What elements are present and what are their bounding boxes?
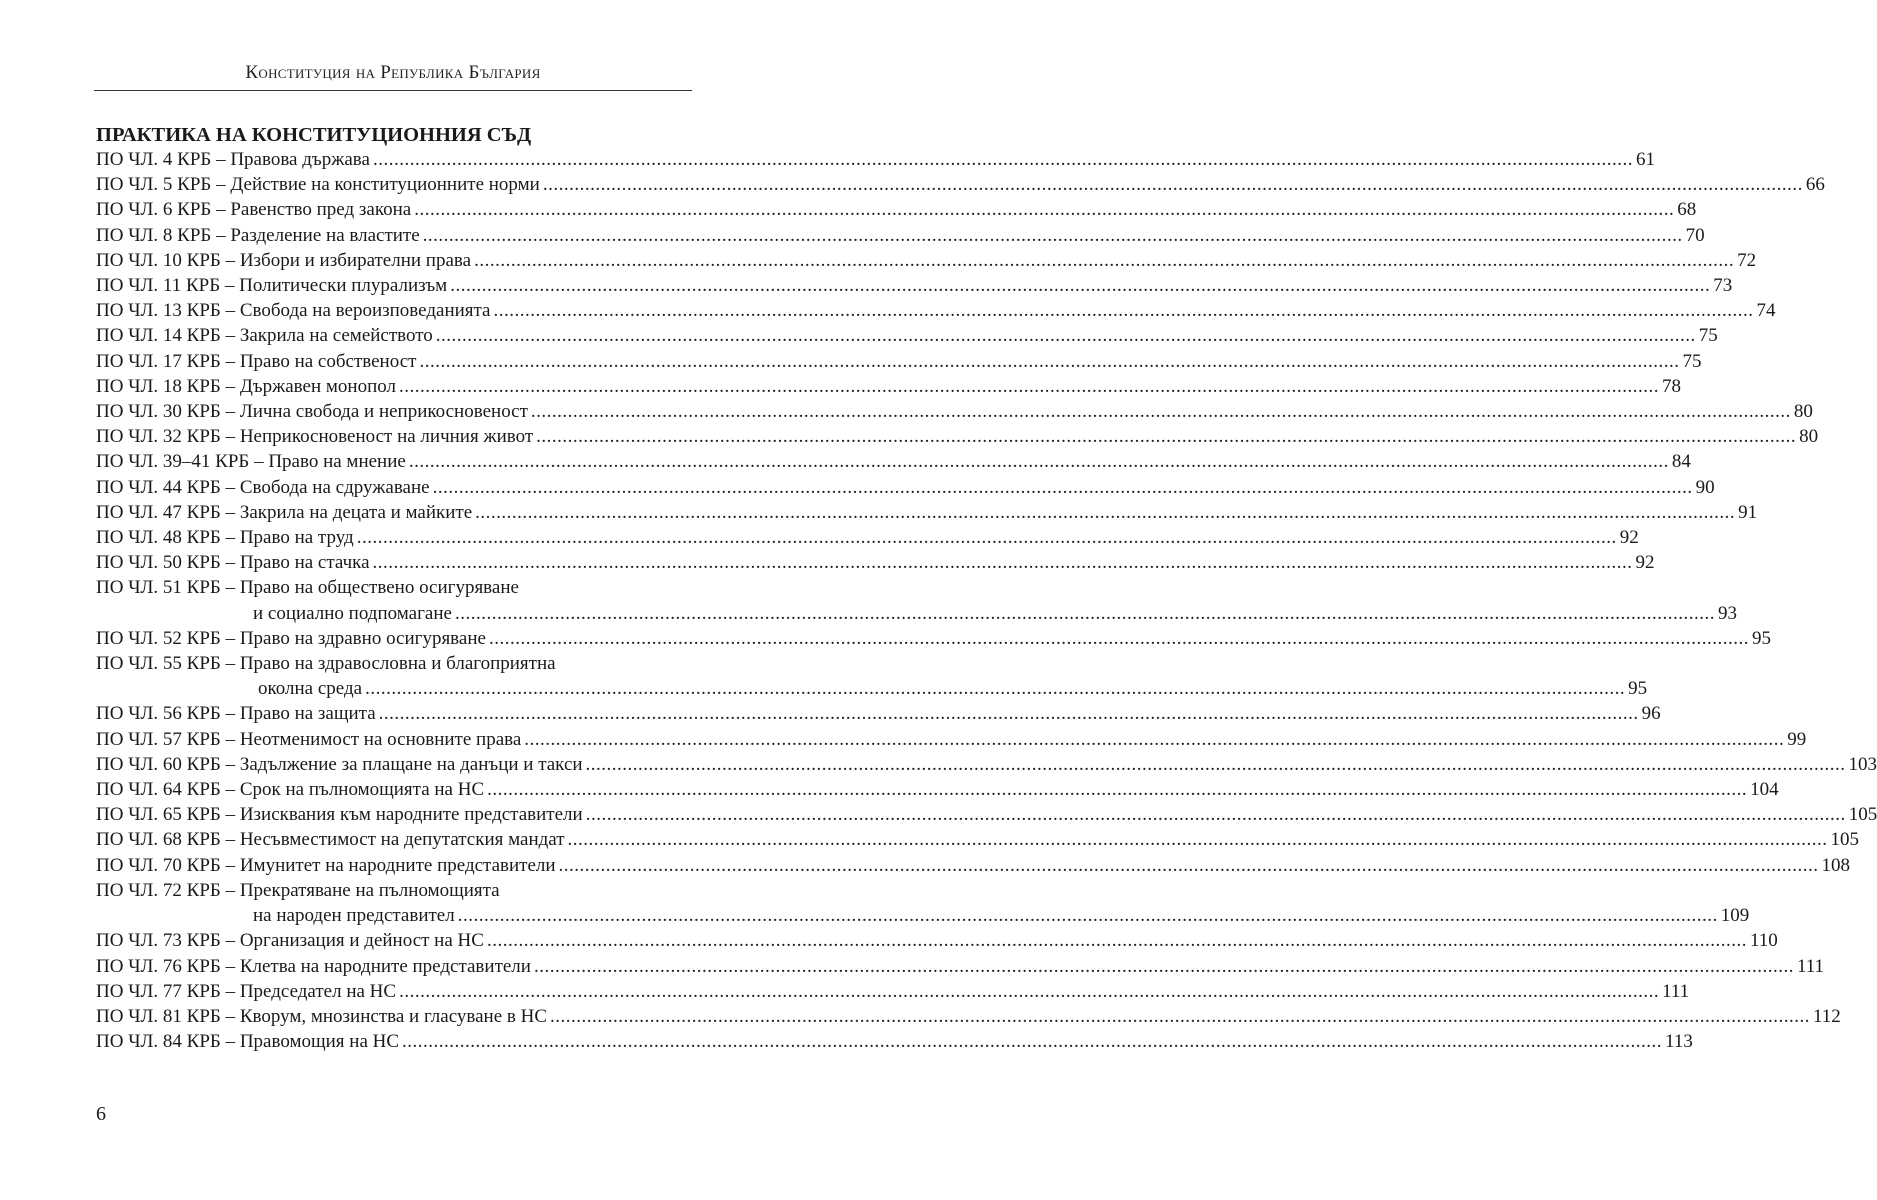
- toc-entry-line: [96, 827, 1860, 852]
- toc-entry-text: ПО ЧЛ. 76 КРБ – Клетва на народните представители: [96, 955, 531, 977]
- toc-entry-line: [96, 525, 1639, 550]
- toc-entry-line: [96, 701, 1661, 726]
- toc-entry: [96, 979, 1690, 1004]
- toc-entry-text: ПО ЧЛ. 6 КРБ – Равенство пред закона: [96, 199, 412, 221]
- toc-entry: [96, 727, 1807, 752]
- toc-entry-page: 75: [1698, 325, 1718, 347]
- toc-entry-line: [96, 727, 1807, 752]
- toc-entry-page: 84: [1671, 451, 1691, 473]
- dot-leader: ................................................................................................................................................................................................................................................: [536, 426, 1797, 448]
- toc-entry-page: 93: [1717, 602, 1737, 624]
- toc-entry: [96, 752, 1877, 777]
- toc-entry-page: 95: [1628, 678, 1648, 700]
- toc-entry-line: [96, 626, 1771, 651]
- toc-entry-page: 111: [1662, 980, 1690, 1002]
- toc-entry-page: 91: [1738, 501, 1758, 523]
- dot-leader: ................................................................................................................................................................................................................................................: [457, 905, 1718, 927]
- toc-entry-page: 68: [1677, 199, 1697, 221]
- dot-leader: ................................................................................................................................................................................................................................................: [533, 955, 1794, 977]
- toc-entry: [96, 273, 1733, 298]
- dot-leader: ................................................................................................................................................................................................................................................: [408, 451, 1669, 473]
- toc-entry-line: [96, 500, 1758, 525]
- toc-entry: [96, 449, 1691, 474]
- toc-entry-line: [96, 248, 1757, 273]
- dot-leader: ................................................................................................................................................................................................................................................: [398, 375, 1659, 397]
- toc-entry-page: 105: [1830, 829, 1860, 851]
- toc-entry-page: 103: [1848, 753, 1877, 775]
- toc-entry-line: [96, 197, 1697, 222]
- dot-leader: ................................................................................................................................................................................................................................................: [435, 325, 1696, 347]
- toc-entry-text: ПО ЧЛ. 47 КРБ – Закрила на децата и майките: [96, 501, 473, 523]
- toc-entry: [96, 525, 1639, 550]
- toc-entry-text: ПО ЧЛ. 13 КРБ – Свобода на вероизповеданията: [96, 300, 491, 322]
- toc-entry-page: 113: [1665, 1031, 1693, 1053]
- toc-entry-text: околна среда: [258, 678, 363, 700]
- toc-entry-text: ПО ЧЛ. 81 КРБ – Кворум, мнозинства и гласуване в НС: [96, 1005, 547, 1027]
- toc-entry-text: ПО ЧЛ. 48 КРБ – Право на труд: [96, 527, 354, 549]
- dot-leader: ................................................................................................................................................................................................................................................: [454, 602, 1715, 624]
- toc-entry-text: ПО ЧЛ. 72 КРБ – Прекратяване на пълномощията: [96, 879, 500, 901]
- toc-entry-text: ПО ЧЛ. 14 КРБ – Закрила на семейството: [96, 325, 433, 347]
- toc-entry-text: ПО ЧЛ. 4 КРБ – Правова държава: [96, 149, 370, 170]
- toc-entry-text: ПО ЧЛ. 44 КРБ – Свобода на сдружаване: [96, 476, 430, 498]
- toc-entry-text: ПО ЧЛ. 50 КРБ – Право на стачка: [96, 552, 370, 574]
- toc-entry-text: ПО ЧЛ. 17 КРБ – Право на собственост: [96, 350, 417, 372]
- toc-entry-text: ПО ЧЛ. 55 КРБ – Право на здравословна и благоприятна: [96, 653, 556, 675]
- toc-entry-text: ПО ЧЛ. 10 КРБ – Избори и избирателни права: [96, 249, 472, 271]
- toc-entry-text: и социално подпомагане: [253, 602, 452, 624]
- toc-entry-line: [96, 853, 1851, 878]
- toc-entry: [96, 575, 1737, 625]
- toc-entry-line: [96, 1029, 1693, 1054]
- toc-entry-text: на народен представител: [253, 905, 455, 927]
- toc-entry-text: ПО ЧЛ. 84 КРБ – Правомощия на НС: [96, 1031, 400, 1053]
- toc-entry-line: [96, 399, 1813, 424]
- toc-entry-text: ПО ЧЛ. 39–41 КРБ – Право на мнение: [96, 451, 406, 473]
- toc-entry-text: ПО ЧЛ. 70 КРБ – Имунитет на народните представители: [96, 854, 556, 876]
- toc-entry-text: ПО ЧЛ. 8 КРБ – Разделение на властите: [96, 224, 420, 246]
- dot-leader: ................................................................................................................................................................................................................................................: [474, 249, 1735, 271]
- toc-entry-line: [96, 550, 1655, 575]
- toc-entry-text: ПО ЧЛ. 73 КРБ – Организация и дейност на НС: [96, 930, 484, 952]
- toc-entry: [96, 651, 1648, 701]
- toc-entry-line: [96, 223, 1705, 248]
- dot-leader: ................................................................................................................................................................................................................................................: [378, 703, 1639, 725]
- toc-entry-line: [96, 928, 1778, 953]
- toc-entry: [96, 626, 1771, 651]
- dot-leader: ................................................................................................................................................................................................................................................: [558, 854, 1819, 876]
- toc-entry-text: ПО ЧЛ. 65 КРБ – Изисквания към народните представители: [96, 804, 583, 826]
- toc-entry-line: [96, 273, 1733, 298]
- toc-entry-text: ПО ЧЛ. 77 КРБ – Председател на НС: [96, 980, 397, 1002]
- toc-entry: [96, 701, 1661, 726]
- toc-entry-text: ПО ЧЛ. 56 КРБ – Право на защита: [96, 703, 376, 725]
- dot-leader: ................................................................................................................................................................................................................................................: [432, 476, 1693, 498]
- dot-leader: ................................................................................................................................................................................................................................................: [567, 829, 1828, 851]
- toc-entry-line: [96, 475, 1715, 500]
- toc-entry-line: [96, 651, 692, 676]
- toc-entry: [96, 374, 1681, 399]
- toc-entry: [96, 954, 1825, 979]
- toc-entry: [96, 827, 1860, 852]
- toc-entry-text: ПО ЧЛ. 51 КРБ – Право на обществено осигуряване: [96, 577, 519, 599]
- toc-entry-page: 110: [1749, 930, 1778, 952]
- running-header: Конституция на Република България: [245, 62, 541, 83]
- toc-entry: [96, 550, 1655, 575]
- toc-entry-line: [96, 1004, 1841, 1029]
- toc-entry-line: [96, 172, 1825, 197]
- toc-entry-page: 96: [1641, 703, 1661, 725]
- toc-entry-line: [96, 424, 1819, 449]
- dot-leader: ................................................................................................................................................................................................................................................: [365, 678, 1626, 700]
- dot-leader: ................................................................................................................................................................................................................................................: [372, 149, 1633, 170]
- page-number: 6: [96, 1103, 106, 1125]
- toc-entry: [96, 298, 1776, 323]
- toc-entry-line: [96, 323, 1718, 348]
- toc-entry-page: 80: [1799, 426, 1819, 448]
- dot-leader: ................................................................................................................................................................................................................................................: [450, 275, 1711, 297]
- toc-entry-page: 74: [1756, 300, 1776, 322]
- toc-entry: [96, 1004, 1841, 1029]
- toc-entry-page: 66: [1805, 174, 1825, 196]
- toc-entry-page: 73: [1713, 275, 1733, 297]
- dot-leader: ................................................................................................................................................................................................................................................: [399, 980, 1660, 1002]
- toc-entry-page: 75: [1682, 350, 1702, 372]
- toc-entry-page: 90: [1695, 476, 1715, 498]
- toc-entry-line: [96, 954, 1825, 979]
- toc-entry-page: 61: [1635, 149, 1655, 170]
- dot-leader: ................................................................................................................................................................................................................................................: [475, 501, 1736, 523]
- toc-entry: [96, 777, 1779, 802]
- toc-entry-text: ПО ЧЛ. 5 КРБ – Действие на конституционните норми: [96, 174, 540, 196]
- toc-entry-page: 80: [1793, 401, 1813, 423]
- toc-entry-line: [96, 752, 1877, 777]
- toc-entry: [96, 248, 1757, 273]
- dot-leader: ................................................................................................................................................................................................................................................: [585, 753, 1846, 775]
- toc-entry-line: [96, 449, 1691, 474]
- toc-entry: [96, 928, 1778, 953]
- dot-leader: ................................................................................................................................................................................................................................................: [486, 930, 1747, 952]
- toc-entry: [96, 172, 1825, 197]
- toc-entry-line: [96, 374, 1681, 399]
- toc-entry-line: [96, 979, 1690, 1004]
- toc-entry: [96, 197, 1697, 222]
- toc-entry: [96, 853, 1851, 878]
- dot-leader: ................................................................................................................................................................................................................................................: [542, 174, 1803, 196]
- toc-entry-page: 112: [1813, 1005, 1841, 1027]
- toc-entry: [96, 223, 1705, 248]
- toc-entry: [96, 147, 1655, 172]
- toc-entry: [96, 424, 1819, 449]
- toc-entry-page: 95: [1751, 627, 1771, 649]
- dot-leader: ................................................................................................................................................................................................................................................: [524, 728, 1785, 750]
- toc-entry-page: 105: [1848, 804, 1877, 826]
- toc-entry-text: ПО ЧЛ. 57 КРБ – Неотменимост на основните права: [96, 728, 522, 750]
- dot-leader: ................................................................................................................................................................................................................................................: [585, 804, 1846, 826]
- toc-title: ПРАКТИКА НА КОНСТИТУЦИОННИЯ СЪД: [96, 124, 532, 146]
- toc-entry: [96, 475, 1715, 500]
- toc-entry-text: ПО ЧЛ. 11 КРБ – Политически плурализъм: [96, 275, 448, 297]
- toc-entry-page: 92: [1635, 552, 1655, 574]
- toc-entry: [96, 802, 1877, 827]
- toc-entries: [96, 147, 1877, 1054]
- toc-entry-line: [96, 349, 1702, 374]
- toc-entry-line: [96, 777, 1779, 802]
- toc-entry-line: [96, 575, 692, 600]
- toc-entry-line: [96, 147, 1655, 172]
- dot-leader: ................................................................................................................................................................................................................................................: [419, 350, 1680, 372]
- dot-leader: ................................................................................................................................................................................................................................................: [402, 1031, 1663, 1053]
- dot-leader: ................................................................................................................................................................................................................................................: [493, 300, 1754, 322]
- toc-entry-text: ПО ЧЛ. 30 КРБ – Лична свобода и неприкосновеност: [96, 401, 528, 423]
- toc-entry-page: 70: [1685, 224, 1705, 246]
- toc-entry: [96, 1029, 1693, 1054]
- toc-entry-line: [96, 878, 692, 903]
- toc-entry-text: ПО ЧЛ. 68 КРБ – Несъвместимост на депутатския мандат: [96, 829, 565, 851]
- dot-leader: ................................................................................................................................................................................................................................................: [488, 627, 1749, 649]
- toc-entry-line: [96, 676, 1648, 701]
- toc-entry-line: [96, 298, 1776, 323]
- toc-entry-page: 111: [1796, 955, 1825, 977]
- toc-entry: [96, 349, 1702, 374]
- toc-entry-page: 78: [1661, 375, 1681, 397]
- header-rule: [94, 90, 692, 91]
- dot-leader: ................................................................................................................................................................................................................................................: [422, 224, 1683, 246]
- toc-entry-text: ПО ЧЛ. 32 КРБ – Неприкосновеност на личния живот: [96, 426, 534, 448]
- toc-entry-page: 108: [1821, 854, 1851, 876]
- toc-entry-page: 109: [1720, 905, 1750, 927]
- toc-entry-line: [96, 601, 1737, 626]
- toc-entry: [96, 878, 1750, 928]
- toc-entry-page: 92: [1619, 527, 1639, 549]
- toc-entry-line: [96, 802, 1877, 827]
- toc-entry-text: ПО ЧЛ. 52 КРБ – Право на здравно осигуряване: [96, 627, 486, 649]
- toc-entry: [96, 323, 1718, 348]
- dot-leader: ................................................................................................................................................................................................................................................: [356, 527, 1617, 549]
- dot-leader: ................................................................................................................................................................................................................................................: [550, 1005, 1810, 1027]
- dot-leader: ................................................................................................................................................................................................................................................: [414, 199, 1675, 221]
- dot-leader: ................................................................................................................................................................................................................................................: [487, 779, 1748, 801]
- dot-leader: ................................................................................................................................................................................................................................................: [530, 401, 1791, 423]
- toc-entry: [96, 500, 1758, 525]
- toc-entry-line: [96, 903, 1750, 928]
- toc-entry-page: 104: [1750, 779, 1779, 801]
- toc-entry-text: ПО ЧЛ. 18 КРБ – Държавен монопол: [96, 375, 396, 397]
- dot-leader: ................................................................................................................................................................................................................................................: [372, 552, 1633, 574]
- toc-entry-page: 99: [1787, 728, 1807, 750]
- toc-entry-text: ПО ЧЛ. 64 КРБ – Срок на пълномощията на НС: [96, 779, 485, 801]
- toc-entry: [96, 399, 1813, 424]
- toc-entry-page: 72: [1737, 249, 1757, 271]
- toc-entry-text: ПО ЧЛ. 60 КРБ – Задължение за плащане на данъци и такси: [96, 753, 583, 775]
- table-of-contents: [96, 123, 1877, 1054]
